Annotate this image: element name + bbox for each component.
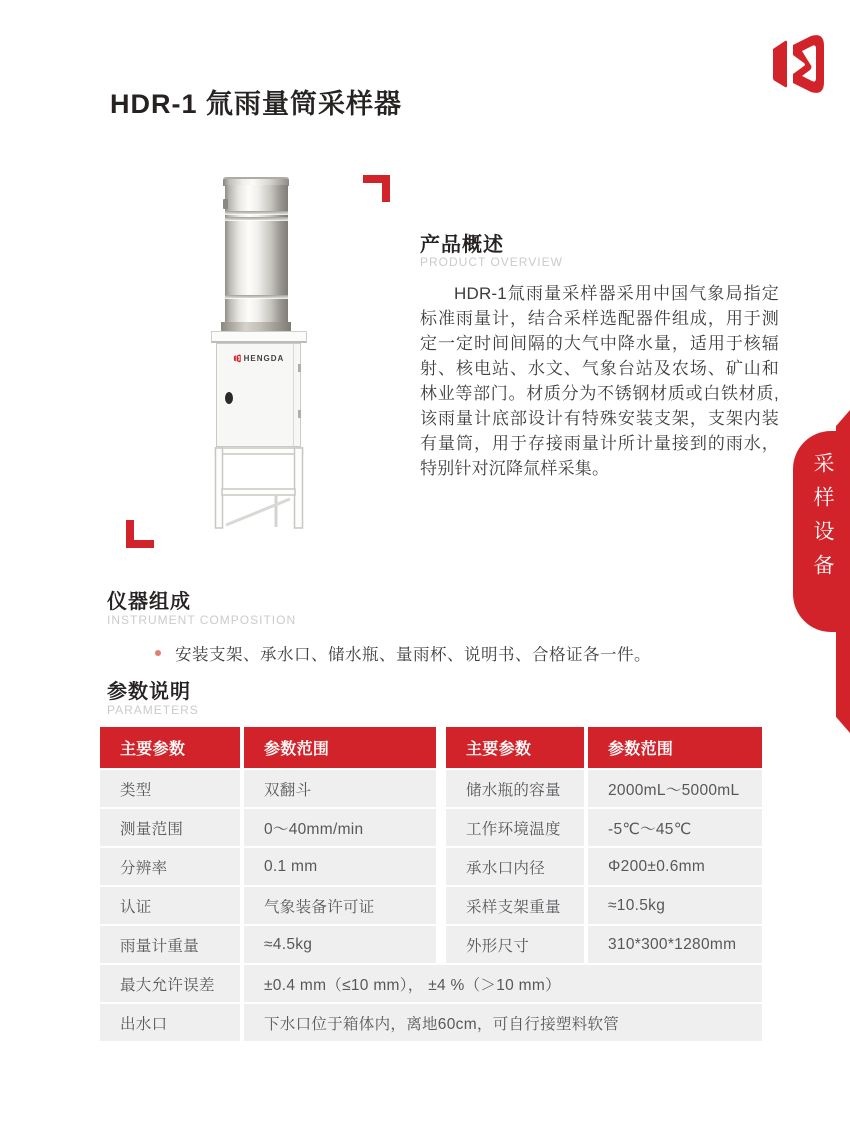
param-label: 测量范围 bbox=[100, 809, 240, 846]
side-tab-label: 采样设备 bbox=[811, 452, 834, 588]
hengda-mini-icon bbox=[233, 354, 241, 363]
param-value: 0.1 mm bbox=[244, 848, 436, 885]
param-value: -5℃～45℃ bbox=[588, 809, 762, 846]
corner-bracket-bottom-left bbox=[126, 520, 154, 548]
cabinet-brand-text: HENGDA bbox=[243, 354, 285, 363]
param-value: 310*300*1280mm bbox=[588, 926, 762, 963]
param-label: 承水口内径 bbox=[446, 848, 584, 885]
param-value: ±0.4 mm（≤10 mm）， ±4 %（＞10 mm） bbox=[244, 965, 762, 1002]
table-header-row bbox=[100, 727, 762, 768]
corner-bracket-top-right bbox=[363, 175, 390, 202]
page-title: HDR-1 氚雨量筒采样器 bbox=[110, 89, 403, 119]
table-row bbox=[100, 770, 762, 807]
param-value: 0～40mm/min bbox=[244, 809, 436, 846]
param-label: 外形尺寸 bbox=[446, 926, 584, 963]
parameters-heading: 参数说明 bbox=[107, 681, 191, 703]
table-row bbox=[100, 809, 762, 846]
header-range-left: 参数范围 bbox=[244, 727, 436, 768]
param-value: 下水口位于箱体内，离地60cm，可自行接塑料软管 bbox=[244, 1004, 762, 1041]
param-label: 出水口 bbox=[100, 1004, 240, 1041]
table-row bbox=[100, 926, 762, 963]
door-handle bbox=[225, 392, 233, 404]
param-value: ≈4.5kg bbox=[244, 926, 436, 963]
param-label: 储水瓶的容量 bbox=[446, 770, 584, 807]
header-param-left: 主要参数 bbox=[100, 727, 240, 768]
param-label: 采样支架重量 bbox=[446, 887, 584, 924]
parameters-subheading: PARAMETERS bbox=[107, 703, 199, 717]
table-row bbox=[100, 887, 762, 924]
table-row bbox=[100, 848, 762, 885]
composition-heading: 仪器组成 bbox=[107, 591, 191, 613]
hengda-logo-icon bbox=[766, 33, 826, 97]
cabinet-top-plate bbox=[211, 331, 307, 343]
cabinet-brand bbox=[217, 354, 300, 363]
param-label: 分辨率 bbox=[100, 848, 240, 885]
param-value: Φ200±0.6mm bbox=[588, 848, 762, 885]
overview-heading: 产品概述 bbox=[420, 234, 504, 256]
composition-item bbox=[155, 641, 651, 665]
header-range-right: 参数范围 bbox=[588, 727, 762, 768]
param-label: 最大允许误差 bbox=[100, 965, 240, 1002]
stand-frame bbox=[214, 447, 304, 530]
param-label: 类型 bbox=[100, 770, 240, 807]
composition-subheading: INSTRUMENT COMPOSITION bbox=[107, 613, 297, 627]
header-param-right: 主要参数 bbox=[446, 727, 584, 768]
parameters-table bbox=[100, 727, 762, 1043]
param-value: 双翻斗 bbox=[244, 770, 436, 807]
latch bbox=[223, 199, 228, 209]
cabinet bbox=[216, 343, 301, 447]
param-value: ≈10.5kg bbox=[588, 887, 762, 924]
param-label: 认证 bbox=[100, 887, 240, 924]
overview-subheading: PRODUCT OVERVIEW bbox=[420, 255, 563, 269]
param-value: 气象装备许可证 bbox=[244, 887, 436, 924]
rain-gauge-cylinder bbox=[225, 185, 288, 323]
overview-body: HDR-1氚雨量采样器采用中国气象局指定标准雨量计，结合采样选配器件组成，用于测定一定时间间隔的大气中降水量，适用于核辐射、核电站、水文、气象台站及农场、矿山和林业等部门。材质分为不锈钢材质或白铁材质,该雨量计底部设计有特殊安装支架，支架内装有量筒，用于存接雨量计所计量接到的雨水，特别针对沉降氚样采集。 bbox=[420, 284, 779, 478]
composition-item-text: 安装支架、承水口、储水瓶、量雨杯、说明书、合格证各一件。 bbox=[175, 646, 651, 664]
param-label: 工作环境温度 bbox=[446, 809, 584, 846]
param-label: 雨量计重量 bbox=[100, 926, 240, 963]
param-value: 2000mL～5000mL bbox=[588, 770, 762, 807]
table-row-full bbox=[100, 1004, 762, 1041]
table-row-full bbox=[100, 965, 762, 1002]
bullet-dot-icon bbox=[155, 650, 161, 656]
